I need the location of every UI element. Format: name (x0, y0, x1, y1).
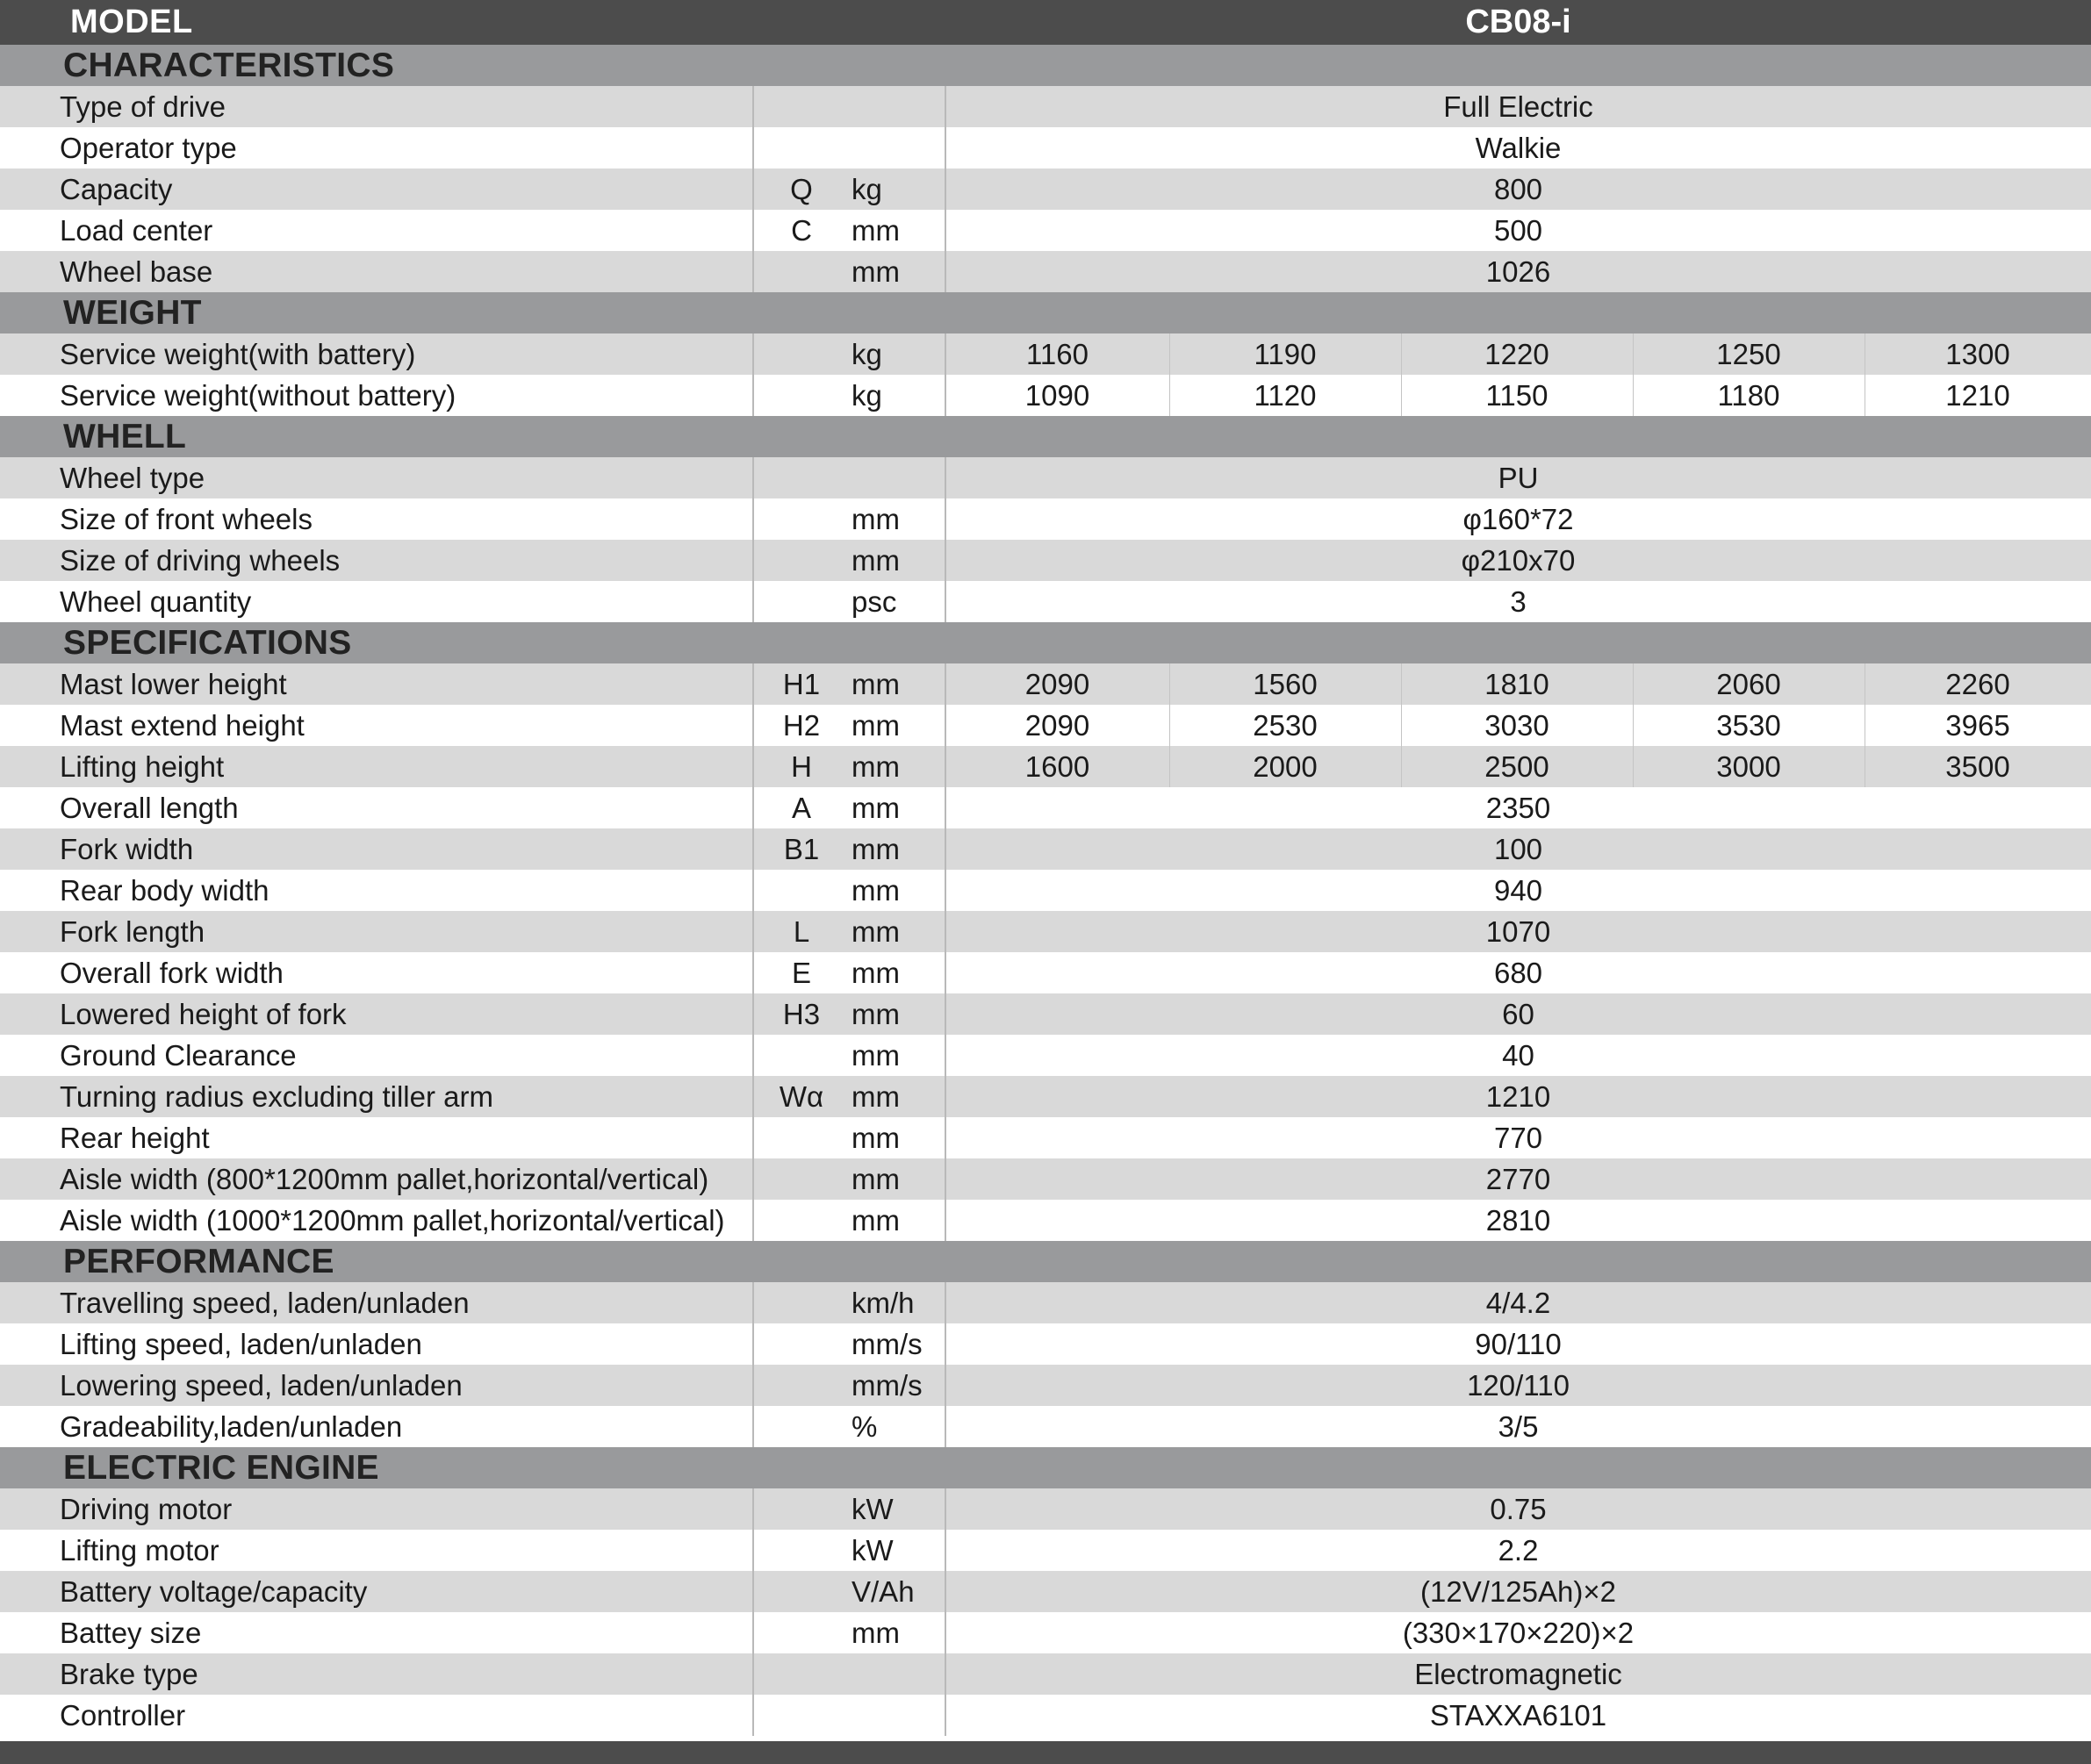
spec-symbol (753, 86, 850, 127)
spec-value: 120/110 (1467, 1368, 1570, 1402)
value-divider (1169, 663, 1170, 705)
section-header (0, 292, 2091, 333)
spec-unit: mm (851, 791, 900, 824)
spec-label: Travelling speed, laden/unladen (60, 1286, 470, 1319)
spec-value: 1810 (1484, 667, 1549, 700)
spec-symbol: H1 (782, 667, 821, 700)
spec-value: 3/5 (1498, 1409, 1539, 1443)
value-divider (1633, 746, 1634, 787)
spec-value: φ210x70 (1461, 543, 1576, 577)
column-divider (752, 1076, 754, 1117)
spec-label: Mast lower height (60, 667, 287, 700)
spec-row (0, 911, 2091, 952)
value-divider (1401, 705, 1402, 746)
spec-value: 2770 (1485, 1162, 1551, 1195)
spec-label: Rear body width (60, 873, 269, 907)
spec-symbol (753, 1653, 850, 1695)
spec-unit: mm (851, 708, 900, 742)
spec-unit: mm (851, 956, 900, 989)
spec-value: PU (1498, 461, 1539, 494)
spec-row (0, 581, 2091, 622)
spec-value: 2530 (1253, 708, 1318, 742)
spec-value: 1210 (1485, 1079, 1551, 1113)
spec-label: Fork length (60, 914, 205, 948)
spec-value: 90/110 (1475, 1327, 1562, 1360)
spec-value: 1026 (1485, 255, 1551, 288)
spec-row (0, 1406, 2091, 1447)
spec-symbol: H3 (782, 997, 821, 1030)
spec-row (0, 870, 2091, 911)
spec-label: Battey size (60, 1616, 202, 1649)
spec-row (0, 1200, 2091, 1241)
spec-label: Aisle width (800*1200mm pallet,horizontal/vertical) (60, 1162, 709, 1195)
column-divider (945, 210, 946, 251)
column-divider (752, 787, 754, 828)
column-divider (945, 1695, 946, 1736)
spec-row (0, 1488, 2091, 1530)
column-divider (752, 952, 754, 993)
spec-value: (330×170×220)×2 (1402, 1616, 1635, 1649)
column-divider (945, 169, 946, 210)
column-divider (752, 1695, 754, 1736)
column-divider (752, 746, 754, 787)
column-divider (752, 1323, 754, 1365)
column-divider (752, 993, 754, 1035)
spec-unit: mm/s (851, 1327, 923, 1360)
spec-row (0, 1695, 2091, 1736)
spec-value: 2500 (1484, 749, 1549, 783)
column-divider (752, 210, 754, 251)
column-divider (945, 1076, 946, 1117)
spec-label: Lifting motor (60, 1533, 219, 1567)
spec-value: 680 (1493, 956, 1543, 989)
section-title: ELECTRIC ENGINE (63, 1448, 379, 1487)
column-divider (752, 1406, 754, 1447)
spec-label: Gradeability,laden/unladen (60, 1409, 403, 1443)
spec-label: Lowered height of fork (60, 997, 347, 1030)
spec-symbol (753, 1612, 850, 1653)
column-divider (752, 86, 754, 127)
spec-row (0, 1076, 2091, 1117)
column-divider (752, 457, 754, 498)
column-divider (945, 1653, 946, 1695)
spec-unit: mm (851, 667, 900, 700)
spec-unit: psc (851, 584, 897, 618)
column-divider (752, 1612, 754, 1653)
spec-label: Overall length (60, 791, 239, 824)
spec-symbol (753, 251, 850, 292)
spec-symbol (753, 457, 850, 498)
column-divider (752, 169, 754, 210)
column-divider (945, 787, 946, 828)
column-divider (945, 746, 946, 787)
spec-symbol (753, 1530, 850, 1571)
spec-value: 1300 (1945, 337, 2010, 370)
spec-value: 2090 (1024, 667, 1090, 700)
spec-symbol (753, 498, 850, 540)
spec-label: Controller (60, 1698, 186, 1732)
value-divider (1169, 705, 1170, 746)
column-divider (945, 375, 946, 416)
model-value: CB08-i (1465, 4, 1571, 40)
spec-unit: % (851, 1409, 878, 1443)
column-divider (752, 1530, 754, 1571)
spec-label: Size of driving wheels (60, 543, 341, 577)
spec-value: 1600 (1024, 749, 1090, 783)
spec-symbol (753, 1200, 850, 1241)
section-header (0, 1447, 2091, 1488)
spec-symbol (753, 1158, 850, 1200)
spec-label: Wheel base (60, 255, 213, 288)
spec-row (0, 1035, 2091, 1076)
spec-value: 1090 (1024, 378, 1090, 412)
section-title: PERFORMANCE (63, 1242, 334, 1280)
spec-row (0, 498, 2091, 540)
spec-symbol (753, 540, 850, 581)
spec-row (0, 457, 2091, 498)
column-divider (945, 1035, 946, 1076)
spec-value: 2350 (1485, 791, 1551, 824)
spec-row (0, 952, 2091, 993)
spec-row (0, 540, 2091, 581)
column-divider (752, 498, 754, 540)
value-divider (1633, 333, 1634, 375)
column-divider (752, 705, 754, 746)
column-divider (945, 333, 946, 375)
spec-row (0, 251, 2091, 292)
spec-value: Full Electric (1443, 90, 1593, 123)
column-divider (752, 1158, 754, 1200)
section-title: SPECIFICATIONS (63, 623, 352, 662)
spec-row (0, 746, 2091, 787)
spec-symbol: L (793, 914, 810, 948)
value-divider (1169, 375, 1170, 416)
spec-value: 1250 (1716, 337, 1781, 370)
column-divider (945, 540, 946, 581)
spec-symbol (753, 1035, 850, 1076)
spec-label: Lifting height (60, 749, 225, 783)
spec-row (0, 1323, 2091, 1365)
value-divider (1633, 663, 1634, 705)
column-divider (752, 1200, 754, 1241)
bottom-bar (0, 1741, 2091, 1764)
spec-unit: mm (851, 543, 900, 577)
column-divider (945, 457, 946, 498)
spec-label: Size of front wheels (60, 502, 313, 535)
spec-unit: mm (851, 749, 900, 783)
column-divider (752, 1035, 754, 1076)
spec-value: 40 (1502, 1038, 1534, 1072)
spec-unit: mm (851, 213, 900, 247)
value-divider (1633, 705, 1634, 746)
spec-value: 100 (1493, 832, 1543, 865)
column-divider (945, 1282, 946, 1323)
spec-unit: kg (851, 337, 882, 370)
value-divider (1401, 746, 1402, 787)
value-divider (1633, 375, 1634, 416)
column-divider (752, 1653, 754, 1695)
spec-symbol (753, 333, 850, 375)
column-divider (752, 333, 754, 375)
spec-unit: kW (851, 1492, 894, 1525)
spec-value: 3965 (1945, 708, 2010, 742)
spec-unit: mm (851, 1616, 900, 1649)
spec-row (0, 787, 2091, 828)
column-divider (752, 375, 754, 416)
spec-label: Service weight(with battery) (60, 337, 416, 370)
spec-value: 1150 (1485, 378, 1548, 412)
spec-value: 3000 (1716, 749, 1781, 783)
spec-label: Lifting speed, laden/unladen (60, 1327, 422, 1360)
spec-label: Mast extend height (60, 708, 305, 742)
spec-value: Electromagnetic (1414, 1657, 1622, 1690)
spec-row (0, 86, 2091, 127)
spec-symbol (753, 1406, 850, 1447)
column-divider (752, 1117, 754, 1158)
spec-row (0, 828, 2091, 870)
spec-row (0, 1571, 2091, 1612)
spec-label: Ground Clearance (60, 1038, 297, 1072)
column-divider (752, 911, 754, 952)
spec-symbol: Q (790, 172, 813, 205)
column-divider (945, 1200, 946, 1241)
spec-symbol (753, 1323, 850, 1365)
spec-symbol (753, 870, 850, 911)
spec-unit: mm (851, 1162, 900, 1195)
spec-value: 3 (1510, 584, 1527, 618)
spec-label: Overall fork width (60, 956, 284, 989)
spec-value: 800 (1493, 172, 1543, 205)
spec-row (0, 333, 2091, 375)
spec-value: 1180 (1717, 378, 1780, 412)
spec-symbol: A (791, 791, 811, 824)
spec-value: 940 (1493, 873, 1543, 907)
spec-unit: V/Ah (851, 1574, 915, 1608)
column-divider (752, 870, 754, 911)
column-divider (945, 1530, 946, 1571)
spec-label: Type of drive (60, 90, 226, 123)
spec-unit: kg (851, 378, 882, 412)
spec-value: 3530 (1716, 708, 1781, 742)
spec-symbol: H (791, 749, 812, 783)
column-divider (752, 663, 754, 705)
section-header (0, 416, 2091, 457)
spec-row (0, 1653, 2091, 1695)
spec-symbol (753, 1365, 850, 1406)
spec-value: 0.75 (1490, 1492, 1547, 1525)
section-header (0, 622, 2091, 663)
spec-label: Capacity (60, 172, 173, 205)
spec-unit: kg (851, 172, 882, 205)
spec-label: Driving motor (60, 1492, 233, 1525)
column-divider (752, 1282, 754, 1323)
spec-symbol: H2 (782, 708, 821, 742)
spec-symbol (753, 1695, 850, 1736)
column-divider (945, 581, 946, 622)
spec-row (0, 663, 2091, 705)
spec-value: 3500 (1945, 749, 2010, 783)
model-header (0, 0, 2091, 45)
value-divider (1169, 333, 1170, 375)
column-divider (945, 870, 946, 911)
column-divider (945, 705, 946, 746)
spec-value: φ160*72 (1462, 502, 1574, 535)
spec-label: Lowering speed, laden/unladen (60, 1368, 463, 1402)
spec-value: 3030 (1484, 708, 1549, 742)
spec-value: 1120 (1254, 378, 1317, 412)
spec-unit: mm (851, 914, 900, 948)
spec-label: Rear height (60, 1121, 210, 1154)
spec-row (0, 993, 2091, 1035)
spec-value: 2810 (1485, 1203, 1551, 1237)
spec-label: Load center (60, 213, 213, 247)
spec-label: Wheel type (60, 461, 205, 494)
spec-symbol: C (791, 213, 812, 247)
spec-value: Walkie (1475, 131, 1562, 164)
column-divider (945, 993, 946, 1035)
spec-value: 1190 (1254, 337, 1317, 370)
spec-symbol (753, 375, 850, 416)
spec-row (0, 1530, 2091, 1571)
value-divider (1401, 333, 1402, 375)
column-divider (752, 127, 754, 169)
spec-row (0, 1117, 2091, 1158)
spec-value: 2000 (1253, 749, 1318, 783)
spec-row (0, 375, 2091, 416)
spec-unit: mm (851, 255, 900, 288)
value-divider (1169, 746, 1170, 787)
spec-value: 1560 (1253, 667, 1318, 700)
spec-unit: mm (851, 1038, 900, 1072)
spec-row (0, 1612, 2091, 1653)
spec-value: STAXXA6101 (1429, 1698, 1607, 1732)
column-divider (945, 1612, 946, 1653)
model-label: MODEL (70, 4, 193, 40)
spec-value: 2060 (1716, 667, 1781, 700)
spec-label: Aisle width (1000*1200mm pallet,horizontal/vertical) (60, 1203, 725, 1237)
spec-symbol (753, 581, 850, 622)
spec-value: 2.2 (1498, 1533, 1539, 1567)
column-divider (945, 1406, 946, 1447)
section-header (0, 1241, 2091, 1282)
spec-symbol (753, 1571, 850, 1612)
spec-unit: mm (851, 997, 900, 1030)
column-divider (752, 1365, 754, 1406)
spec-value: 4/4.2 (1485, 1286, 1551, 1319)
spec-value: 500 (1493, 213, 1543, 247)
spec-label: Battery voltage/capacity (60, 1574, 368, 1608)
spec-label: Fork width (60, 832, 194, 865)
spec-label: Wheel quantity (60, 584, 252, 618)
section-title: CHARACTERISTICS (63, 46, 395, 84)
column-divider (945, 1365, 946, 1406)
column-divider (752, 1488, 754, 1530)
section-header (0, 45, 2091, 86)
column-divider (752, 540, 754, 581)
column-divider (945, 251, 946, 292)
column-divider (945, 1571, 946, 1612)
spec-unit: mm (851, 1079, 900, 1113)
spec-value: 1070 (1485, 914, 1551, 948)
value-divider (1401, 663, 1402, 705)
column-divider (945, 498, 946, 540)
spec-symbol (753, 127, 850, 169)
spec-symbol (753, 1282, 850, 1323)
spec-unit: mm/s (851, 1368, 923, 1402)
column-divider (752, 251, 754, 292)
value-divider (1401, 375, 1402, 416)
spec-row (0, 705, 2091, 746)
spec-label: Brake type (60, 1657, 198, 1690)
column-divider (752, 828, 754, 870)
spec-value: 770 (1493, 1121, 1543, 1154)
spec-unit: kW (851, 1533, 894, 1567)
spec-unit: mm (851, 502, 900, 535)
spec-row (0, 210, 2091, 251)
spec-symbol (753, 1488, 850, 1530)
spec-symbol: E (791, 956, 811, 989)
column-divider (945, 828, 946, 870)
spec-unit: mm (851, 1121, 900, 1154)
spec-value: 1160 (1026, 337, 1089, 370)
spec-label: Operator type (60, 131, 237, 164)
column-divider (945, 1488, 946, 1530)
column-divider (752, 1571, 754, 1612)
column-divider (945, 127, 946, 169)
spec-unit: mm (851, 832, 900, 865)
spec-unit: km/h (851, 1286, 915, 1319)
spec-label: Service weight(without battery) (60, 378, 456, 412)
spec-value: 60 (1502, 997, 1534, 1030)
section-title: WHELL (63, 417, 187, 455)
spec-row (0, 169, 2091, 210)
column-divider (752, 581, 754, 622)
column-divider (945, 1158, 946, 1200)
spec-row (0, 1158, 2091, 1200)
column-divider (945, 663, 946, 705)
spec-value: 2090 (1024, 708, 1090, 742)
spec-symbol: B1 (783, 832, 820, 865)
spec-value: 1220 (1484, 337, 1549, 370)
column-divider (945, 86, 946, 127)
column-divider (945, 1323, 946, 1365)
column-divider (945, 952, 946, 993)
spec-row (0, 127, 2091, 169)
spec-row (0, 1282, 2091, 1323)
spec-value: 2260 (1945, 667, 2010, 700)
spec-value: 1210 (1945, 378, 2010, 412)
spec-unit: mm (851, 873, 900, 907)
section-title: WEIGHT (63, 293, 202, 332)
column-divider (945, 1117, 946, 1158)
spec-row (0, 1365, 2091, 1406)
column-divider (945, 911, 946, 952)
spec-unit: mm (851, 1203, 900, 1237)
spec-symbol (753, 1117, 850, 1158)
spec-symbol: Wα (779, 1079, 824, 1113)
spec-value: (12V/125Ah)×2 (1420, 1574, 1616, 1608)
spec-label: Turning radius excluding tiller arm (60, 1079, 493, 1113)
